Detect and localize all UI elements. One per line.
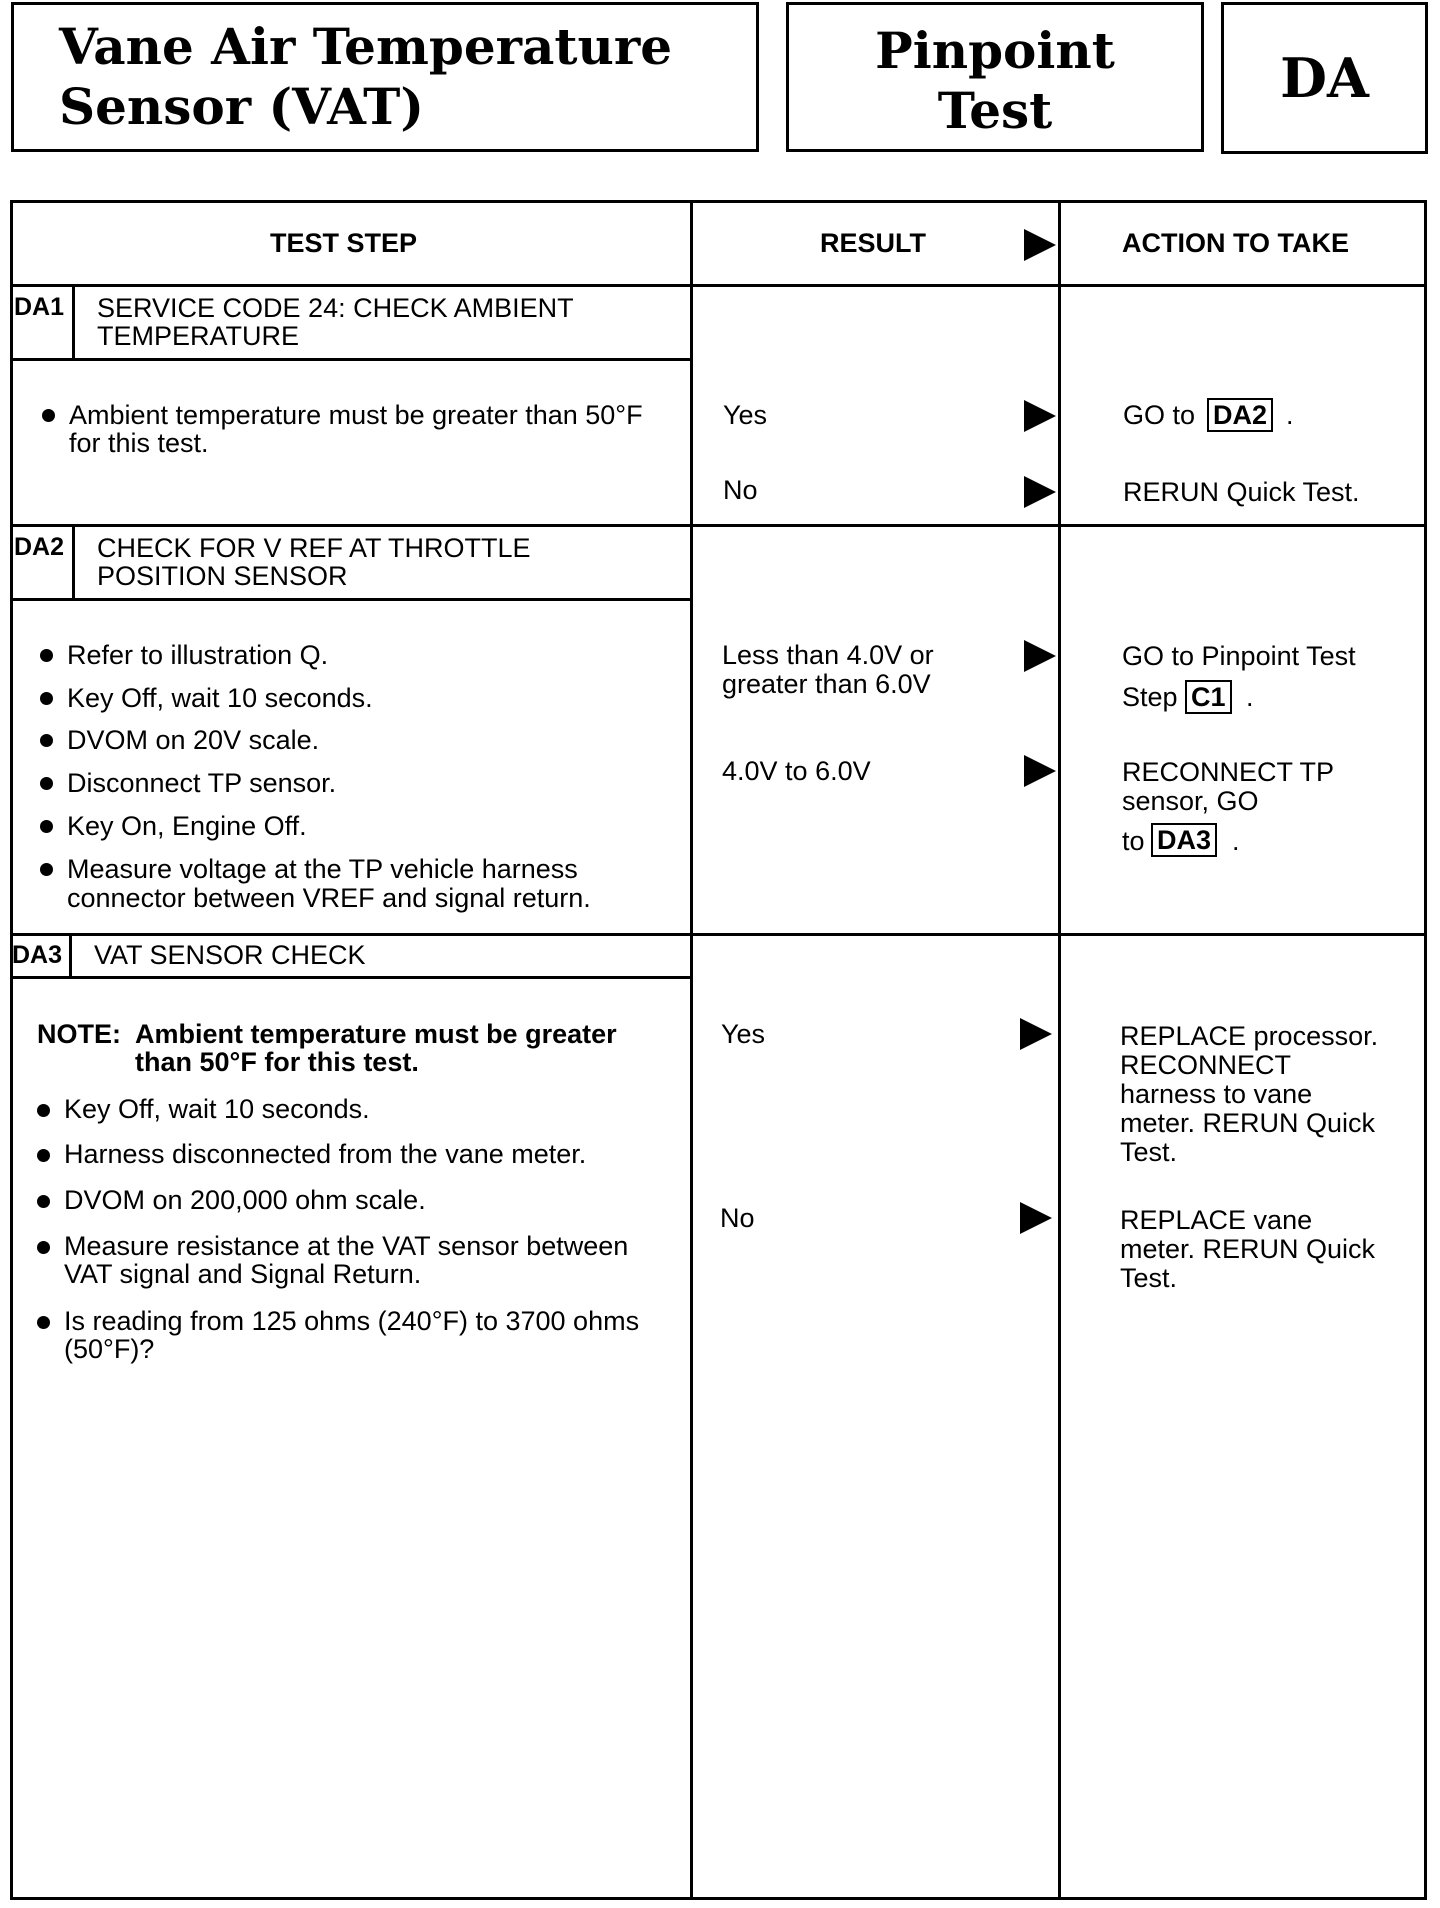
bullet-icon <box>37 1104 50 1117</box>
note-text: Ambient temperature must be greater <box>135 1019 617 1049</box>
bullet-icon <box>40 692 53 705</box>
table-left-border <box>10 200 13 1900</box>
bullet-icon <box>37 1149 50 1162</box>
result-text: Yes <box>721 1019 766 1049</box>
title-box <box>11 2 759 152</box>
action-text: GO to Pinpoint Test <box>1122 641 1356 671</box>
test-type-line1: Pinpoint <box>875 21 1115 80</box>
step-id-da2: DA2 <box>14 533 65 561</box>
result-text: Less than 4.0V or <box>722 640 934 670</box>
action-text: . <box>1232 826 1240 856</box>
header-row-divider <box>10 284 1427 287</box>
step-title: TEMPERATURE <box>97 321 300 351</box>
action-text: RERUN Quick Test. <box>1123 477 1360 507</box>
step-id-divider <box>72 287 75 360</box>
step-instruction: Key Off, wait 10 seconds. <box>67 683 373 713</box>
action-text: Step <box>1122 682 1178 712</box>
action-text: . <box>1246 682 1254 712</box>
test-code-box <box>1221 2 1428 154</box>
step-reference-box[interactable]: DA2 <box>1207 398 1273 432</box>
bullet-icon <box>37 1241 50 1254</box>
step-instruction: Key Off, wait 10 seconds. <box>64 1094 370 1124</box>
step-instruction: Is reading from 125 ohms (240°F) to 3700 ohms <box>64 1306 640 1336</box>
result-arrow-icon <box>1020 1202 1052 1234</box>
step-instruction: for this test. <box>69 428 209 458</box>
column-header-test-step: TEST STEP <box>270 228 418 258</box>
result-text: No <box>723 475 758 505</box>
result-text: 4.0V to 6.0V <box>722 756 871 786</box>
step-instruction: DVOM on 20V scale. <box>67 725 320 755</box>
action-text: GO to <box>1123 400 1196 430</box>
action-text: RECONNECT TP <box>1122 757 1335 787</box>
column-header-result: RESULT <box>820 228 926 258</box>
bullet-icon <box>42 409 55 422</box>
test-type-line2: Test <box>937 81 1053 140</box>
result-arrow-icon <box>1024 476 1056 508</box>
step-instruction: (50°F)? <box>64 1334 155 1364</box>
column-divider-2 <box>1058 200 1061 1900</box>
action-text: REPLACE vane <box>1120 1205 1313 1235</box>
step-reference-box[interactable]: DA3 <box>1151 823 1217 857</box>
step-reference-box[interactable]: C1 <box>1185 680 1232 714</box>
bullet-icon <box>40 777 53 790</box>
bullet-icon <box>37 1195 50 1208</box>
page-title-line1: Vane Air Temperature <box>59 17 673 76</box>
step-instruction: Key On, Engine Off. <box>67 811 307 841</box>
action-text: Test. <box>1120 1263 1178 1293</box>
step-title: SERVICE CODE 24: CHECK AMBIENT <box>97 293 574 323</box>
result-arrow-icon <box>1024 640 1056 672</box>
step-instruction: Ambient temperature must be greater than 50°F <box>69 400 643 430</box>
action-text: to <box>1122 826 1145 856</box>
action-text: Test. <box>1120 1137 1178 1167</box>
result-arrow-icon <box>1024 229 1056 261</box>
result-arrow-icon <box>1024 755 1056 787</box>
step-row-divider <box>10 933 1427 936</box>
action-text: meter. RERUN Quick <box>1120 1108 1376 1138</box>
table-right-border <box>1424 200 1427 1900</box>
note-text: than 50°F for this test. <box>135 1047 419 1077</box>
table-top-border <box>10 200 1427 203</box>
step-id-da3: DA3 <box>12 941 63 969</box>
result-arrow-icon <box>1024 400 1056 432</box>
result-text: greater than 6.0V <box>722 669 931 699</box>
step-instruction: VAT signal and Signal Return. <box>64 1259 422 1289</box>
result-arrow-icon <box>1020 1018 1052 1050</box>
step-title: VAT SENSOR CHECK <box>94 940 366 970</box>
step-id-da1: DA1 <box>14 293 65 321</box>
step-instruction: Measure voltage at the TP vehicle harness <box>67 854 578 884</box>
column-divider-1 <box>690 200 693 1900</box>
step-instruction: Harness disconnected from the vane meter. <box>64 1139 587 1169</box>
bullet-icon <box>37 1316 50 1329</box>
step-instruction: Refer to illustration Q. <box>67 640 329 670</box>
page-title-line2: Sensor (VAT) <box>59 77 425 136</box>
bullet-icon <box>40 863 53 876</box>
step-instruction: Disconnect TP sensor. <box>67 768 337 798</box>
bullet-icon <box>40 820 53 833</box>
test-type-box <box>786 2 1204 152</box>
step-title-underline <box>10 598 693 601</box>
result-text: No <box>720 1203 755 1233</box>
step-instruction: DVOM on 200,000 ohm scale. <box>64 1185 426 1215</box>
action-text: sensor, GO <box>1122 786 1259 816</box>
step-title-underline <box>10 976 693 979</box>
action-text: meter. RERUN Quick <box>1120 1234 1376 1264</box>
result-text: Yes <box>723 400 768 430</box>
step-id-divider <box>72 527 75 600</box>
table-bottom-border <box>10 1897 1427 1900</box>
test-code: DA <box>1280 46 1369 110</box>
action-text: RECONNECT <box>1120 1050 1292 1080</box>
step-row-divider <box>10 524 1427 527</box>
step-instruction: connector between VREF and signal return. <box>67 883 591 913</box>
step-instruction: Measure resistance at the VAT sensor between <box>64 1231 629 1261</box>
step-title-underline <box>10 358 693 361</box>
step-title: CHECK FOR V REF AT THROTTLE <box>97 533 531 563</box>
bullet-icon <box>40 734 53 747</box>
bullet-icon <box>40 649 53 662</box>
action-text: . <box>1286 400 1294 430</box>
note-label: NOTE: <box>37 1019 121 1049</box>
action-text: harness to vane <box>1120 1079 1313 1109</box>
step-id-divider <box>69 936 72 978</box>
step-title: POSITION SENSOR <box>97 561 348 591</box>
column-header-action: ACTION TO TAKE <box>1122 228 1349 258</box>
action-text: REPLACE processor. <box>1120 1021 1379 1051</box>
